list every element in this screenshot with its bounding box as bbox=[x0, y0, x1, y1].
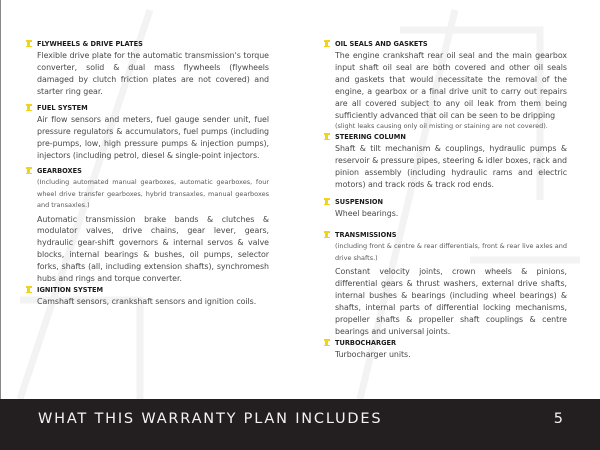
section-title: TRANSMISSIONS bbox=[335, 231, 397, 239]
bullet-icon bbox=[325, 40, 328, 47]
section-ignition-system bbox=[37, 286, 269, 308]
section-body: Camshaft sensors, crankshaft sensors and ignition coils. bbox=[37, 297, 257, 306]
footer-title: WHAT THIS WARRANTY PLAN INCLUDES bbox=[38, 411, 383, 427]
bullet-icon bbox=[27, 40, 30, 47]
page-edge bbox=[0, 0, 1, 399]
section-gearboxes bbox=[37, 167, 269, 285]
bullet-icon bbox=[325, 198, 328, 205]
section-tail-note: (slight leaks causing only oil misting or staining are not covered). bbox=[335, 122, 548, 131]
section-note: (including front & centre & rear differentials, front & rear live axles and drive shafts.) bbox=[335, 242, 567, 262]
section-fuel-system bbox=[37, 104, 269, 162]
section-note: (Including automated manual gearboxes, automatic gearboxes, four wheel drive transfer gearboxes, hybrid transaxles, manual gearboxes and transaxles.) bbox=[37, 178, 269, 209]
section-title: STEERING COLUMN bbox=[335, 133, 406, 141]
section-turbocharger bbox=[335, 339, 567, 361]
section-body: Wheel bearings. bbox=[335, 209, 399, 218]
section-body: Constant velocity joints, crown wheels & pinions, differential gears & thrust washers, external drive shafts, internal bushes & bearings (including wheel bearings) & shafts, internal parts of differential locking mechanisms, propeller shafts & propeller shaft couplings & centre bearings and universal joints. bbox=[335, 267, 567, 336]
section-title: FLYWHEELS & DRIVE PLATES bbox=[37, 40, 143, 48]
section-title: FUEL SYSTEM bbox=[37, 104, 88, 112]
section-flywheels bbox=[37, 40, 269, 98]
section-body: The engine crankshaft rear oil seal and the main gearbox input shaft oil seal are both covered and other oil seals and gaskets that would necessitate the removal of the engine, a gearbox or a final drive unit to carry out repairs are all covered subject to any oil leak from them being sufficiently advanced that oil can be seen to be dripping bbox=[335, 51, 567, 120]
section-steering-column bbox=[335, 133, 567, 191]
section-title: GEARBOXES bbox=[37, 167, 82, 175]
section-title: TURBOCHARGER bbox=[335, 339, 397, 347]
section-title: SUSPENSION bbox=[335, 198, 384, 206]
section-title: IGNITION SYSTEM bbox=[37, 286, 104, 294]
section-body: Shaft & tilt mechanism & couplings, hydraulic pumps & reservoir & pressure pipes, steering & idler boxes, rack and pinion assembly (including hydraulic rams and electric motors) and track rods & track rod ends. bbox=[335, 144, 567, 189]
bullet-icon bbox=[27, 286, 30, 293]
section-body: Air flow sensors and meters, fuel gauge sender unit, fuel pressure regulators & accumulators, fuel pumps (including pre-pumps, low, high pressure pumps & injection pumps), injectors (including petrol, diesel & single-point injectors. bbox=[37, 115, 269, 160]
section-suspension bbox=[335, 198, 567, 220]
section-body: Automatic transmission brake bands & clutches & modulator valves, drive chains, gear lever, gears, hydraulic gear-shift governors & internal servos & valve blocks, internal bearings & bushes, oil pumps, selector forks, shafts (all, including extension shafts), synchromesh hubs and rings and torque converter. bbox=[37, 214, 269, 284]
section-body: Turbocharger units. bbox=[335, 350, 411, 359]
bullet-icon bbox=[27, 104, 30, 111]
bullet-icon bbox=[325, 231, 328, 238]
bullet-icon bbox=[325, 133, 328, 140]
section-body: Flexible drive plate for the automatic transmission's torque converter, solid & dual mass flywheels (flywheels damaged by clutch friction plates are not covered) and starter ring gear. bbox=[37, 51, 269, 96]
section-transmissions bbox=[335, 231, 567, 337]
section-title: OIL SEALS AND GASKETS bbox=[335, 40, 428, 48]
section-oil-seals bbox=[335, 40, 567, 135]
footer-bar bbox=[0, 399, 600, 450]
bullet-icon bbox=[27, 167, 30, 174]
bullet-icon bbox=[325, 339, 328, 346]
page-number: 5 bbox=[553, 411, 563, 427]
